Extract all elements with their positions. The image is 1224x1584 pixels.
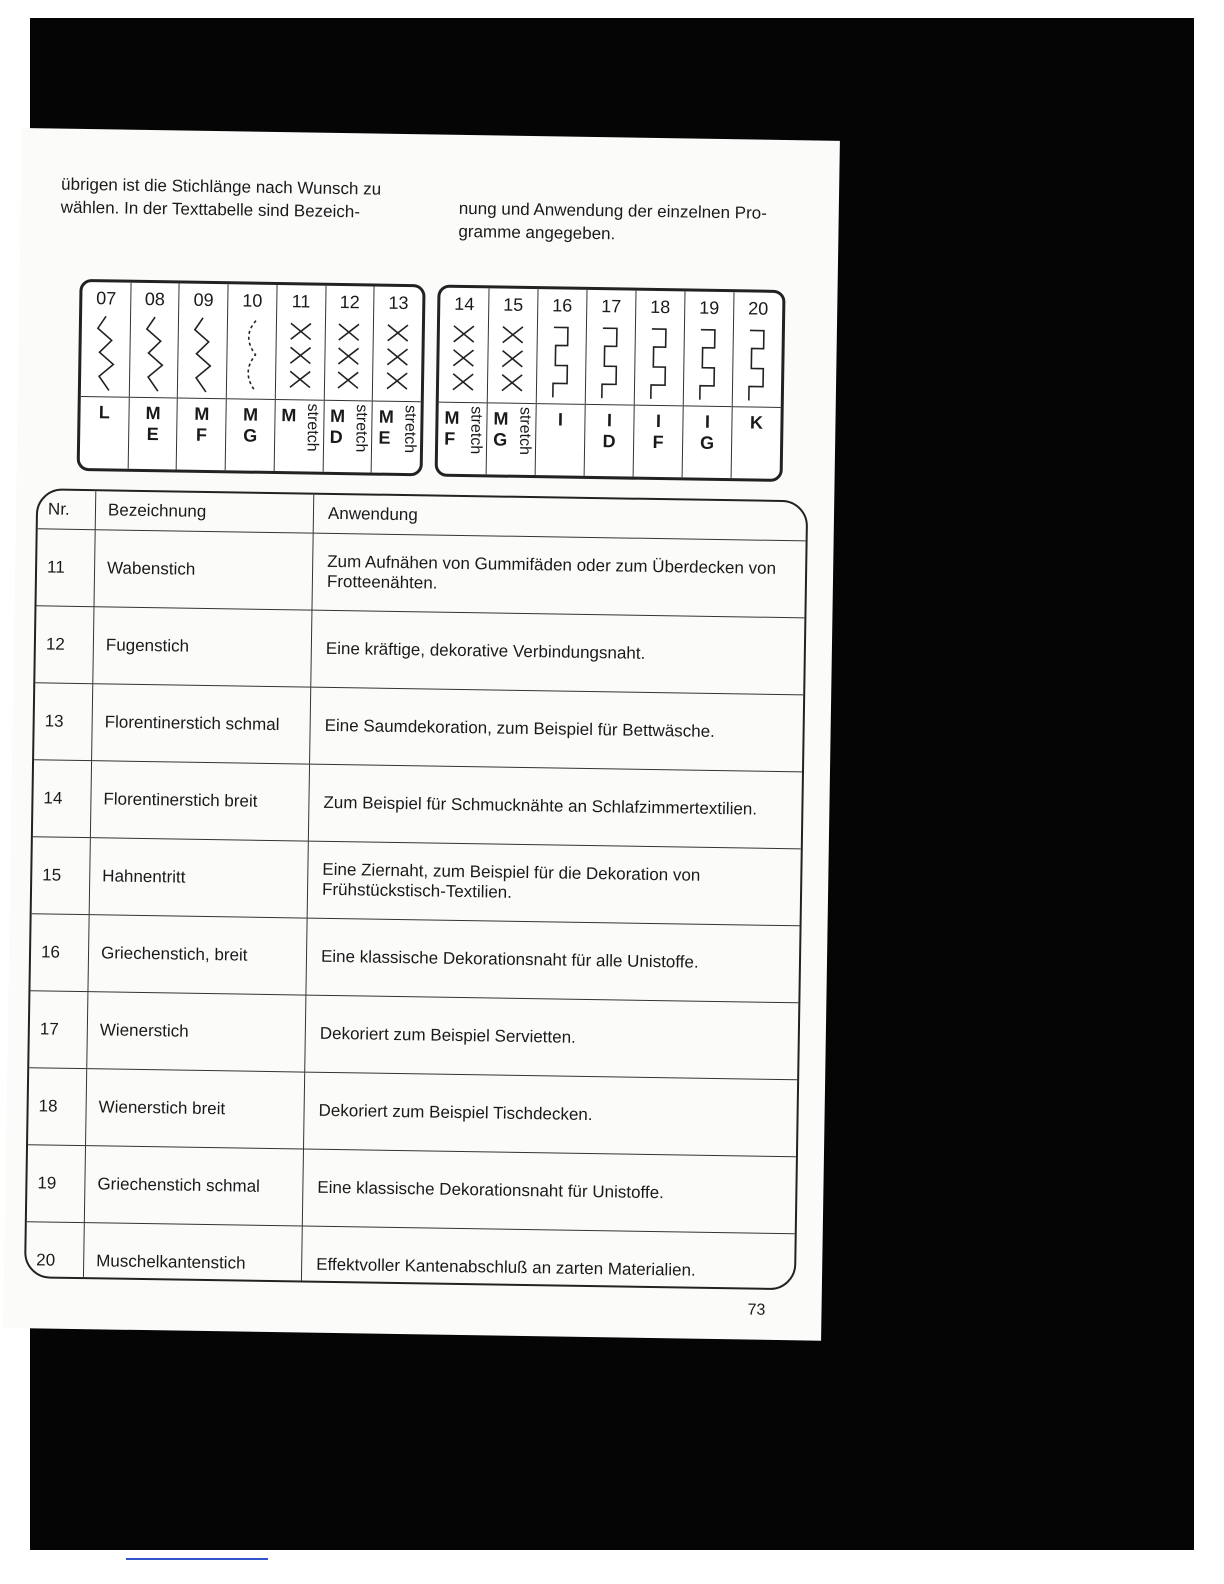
stitch-code [226,404,274,447]
stitch-divider [586,404,634,406]
stitch-code-letter: E [378,427,391,448]
row-nr: 18 [28,1068,87,1146]
stitch-column [683,291,735,478]
row-name: Muschelkantenstich [83,1223,302,1291]
row-use: Zum Beispiel für Schmucknähte an Schlafzimmertextilien. [308,764,802,849]
stitch-number: 14 [454,293,475,315]
stitch-column [80,282,132,469]
stitch-pattern-icon [449,320,478,400]
stitch-column [487,288,539,475]
stitch-number: 12 [339,292,360,313]
stitch-column [536,289,588,476]
stitch-divider [129,397,177,399]
stitch-pattern-icon [188,316,217,396]
stitch-number: 08 [144,288,166,310]
stitch-code-letter: M [145,402,161,424]
stitch-pattern-icon [694,324,723,404]
stitch-code-letter: F [444,428,456,449]
stitch-code-letter: K [749,412,764,433]
table-row [33,760,802,849]
stitch-pattern-icon [286,317,315,397]
stitch-code-letter: I [704,411,711,432]
stitch-code-letter: M [242,404,259,425]
stitch-column [732,292,783,479]
row-name: Wienerstich breit [86,1069,305,1149]
row-nr: 13 [34,683,93,761]
stitch-code-letter: M [444,407,460,428]
stitch-stretch-label: stretch [303,403,322,452]
row-nr: 19 [27,1145,86,1223]
row-use: Eine Ziernaht, zum Beispiel für die Dekoration von Frühstückstisch-Textilien. [307,841,801,926]
row-nr: 15 [32,837,91,915]
row-name: Fugenstich [93,607,312,687]
row-use: Eine Saumdekoration, zum Beispiel für Bettwäsche. [310,687,804,772]
row-name: Wabenstich [94,530,313,610]
stitch-divider [733,406,781,408]
stitch-code [129,403,177,446]
stitch-code-letter: M [194,403,210,424]
table-row [32,837,801,926]
stitch-divider [684,405,732,407]
stitch-code-letter: E [146,423,159,445]
stitch-column [372,287,423,474]
row-name: Hahnentritt [89,838,308,918]
header-nr: Nr. [38,490,96,529]
stitch-pattern-icon [743,324,772,404]
stitch-code-letter: L [98,402,111,423]
stitch-column [275,285,327,472]
row-use: Eine klassische Dekorationsnaht für alle Unistoffe. [306,918,800,1003]
row-name: Wienerstich [87,992,306,1072]
stitch-column [128,283,180,470]
table-row [29,991,798,1080]
stitch-pattern-icon [334,318,363,398]
row-use: Eine kräftige, dekorative Verbindungsnaht. [311,610,805,695]
stitch-code [177,403,225,446]
stitch-code-letter: M [378,406,394,427]
stitch-code [330,406,346,448]
stitch-pattern-icon [139,315,168,395]
stitch-code [281,405,296,426]
stitch-pattern-icon [237,316,266,396]
stitch-divider [488,402,536,404]
stitch-code-letter: I [655,410,662,432]
table-row [26,1222,795,1291]
stitch-divider [81,396,129,398]
table-row [27,1145,796,1234]
stitch-number: 09 [193,289,214,311]
row-name: Griechenstich schmal [84,1146,303,1226]
row-use: Effektvoller Kantenabschluß an zarten Materialien. [316,1254,696,1280]
header-use: Anwendung [313,495,806,541]
stitch-code-letter: M [281,405,297,426]
stitch-divider [537,403,585,405]
row-use: Eine klassische Dekorationsnaht für Unistoffe. [302,1149,796,1234]
stitch-pattern-icon [645,323,674,403]
stitch-number: 18 [650,296,671,318]
stitch-column [177,284,229,471]
row-name: Florentinerstich schmal [92,684,311,764]
row-nr: 16 [30,914,89,992]
stitch-number: 17 [601,296,622,317]
stitch-code-letter: G [493,429,508,450]
stitch-code-letter: G [699,432,715,453]
intro-text-left: übrigen ist die Stichlänge nach Wunsch zu wählen. In der Texttabelle sind Bezeich- [60,174,382,222]
stitch-code [732,412,780,434]
stitch-divider [373,401,421,403]
row-nr: 11 [36,529,95,607]
stitch-code [444,408,460,450]
row-nr: 20 [26,1222,85,1291]
table-row [30,914,799,1003]
stitch-number: 10 [242,290,263,311]
stitch-stretch-label: stretch [515,406,534,456]
stitch-divider [276,399,324,401]
stitch-code [378,407,394,449]
table-row [34,683,803,772]
stitch-column [323,286,375,473]
manual-page [3,128,840,1341]
row-nr: 14 [33,760,92,838]
stitch-code [683,411,732,454]
stitch-column [226,284,278,471]
stitch-selector-group-1 [77,279,426,476]
row-name: Griechenstich, breit [88,915,307,995]
stitch-pattern-icon [596,322,625,402]
link-underline [126,1558,268,1560]
stitch-divider [178,397,226,399]
row-use: Zum Aufnähen von Gummifäden oder zum Überdecken von Frotteenähten. [312,533,806,618]
stitch-code-letter: I [557,409,564,430]
stitch-divider [439,402,487,404]
stitch-code-letter: G [243,425,258,446]
stitch-code-letter: F [195,424,208,445]
stitch-code [634,411,683,454]
stitch-table [24,488,808,1290]
stitch-column [634,291,686,478]
stitch-stretch-label: stretch [466,406,485,455]
stitch-pattern-icon [547,321,576,401]
stitch-number: 11 [291,291,311,312]
table-row [36,529,805,618]
stitch-code-letter: M [493,408,509,429]
row-use: Dekoriert zum Beispiel Tischdecken. [303,1072,797,1157]
stitch-code-letter: D [602,431,616,452]
stitch-divider [324,400,372,402]
stitch-stretch-label: stretch [400,404,419,454]
row-nr: 17 [29,991,88,1069]
stitch-code-letter: F [652,431,664,453]
stitch-divider [227,398,275,400]
stitch-pattern-icon [383,319,412,399]
stitch-number: 13 [388,292,409,314]
stitch-number: 16 [552,295,573,316]
stitch-pattern-icon [91,314,120,394]
row-nr: 12 [35,606,94,684]
stitch-column [438,288,490,475]
stitch-code [585,410,634,453]
stitch-selector-group-2 [435,285,786,482]
stitch-pattern-icon [498,321,527,401]
stitch-number: 19 [699,297,720,318]
stitch-code [80,402,128,424]
stitch-number: 20 [748,298,769,319]
stitch-code-letter: I [606,410,613,431]
page-number: 73 [747,1301,766,1319]
stitch-column [585,290,637,477]
stitch-number: 07 [96,288,117,309]
row-use: Dekoriert zum Beispiel Servietten. [305,995,799,1080]
row-name: Florentinerstich breit [90,761,309,841]
stitch-code [493,408,509,450]
table-row [35,606,804,695]
table-row [28,1068,797,1157]
stitch-code-letter: D [329,426,343,448]
stitch-number: 15 [503,294,524,315]
stitch-code [536,409,584,431]
header-name: Bezeichnung [95,491,314,533]
intro-text-right: nung und Anwendung der einzelnen Pro-gramme angegeben. [458,198,768,244]
stitch-stretch-label: stretch [352,404,371,453]
stitch-code-letter: M [329,405,346,427]
stitch-divider [635,405,683,407]
